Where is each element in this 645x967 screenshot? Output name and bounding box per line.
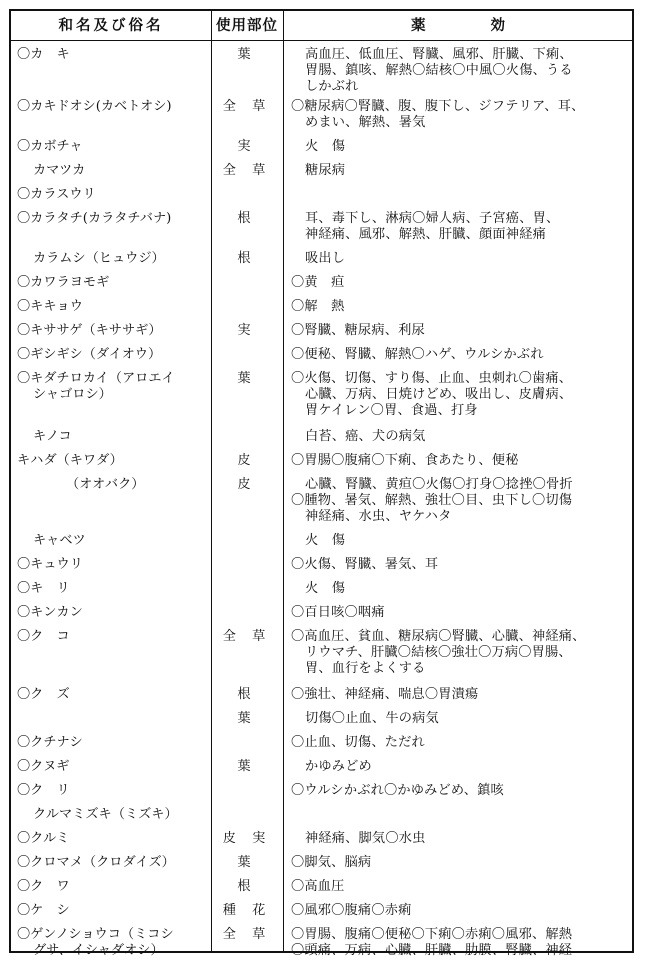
- effects: [291, 605, 631, 621]
- table-row: [11, 927, 632, 967]
- effect-line: 〇火傷、腎臓、暑気、耳: [291, 557, 439, 572]
- effects: [305, 533, 645, 549]
- plant-name: 〇クチナシ: [17, 735, 83, 750]
- effect-line: 〇糖尿病〇腎臓、腹、腹下し、ジフテリア、耳、: [291, 99, 585, 114]
- effects: [291, 453, 631, 469]
- header-effect-b: 効: [490, 17, 506, 34]
- plant-name: 〇カラタチ(カラタチバナ): [17, 211, 172, 226]
- effects: [291, 687, 631, 703]
- table-row: [11, 557, 632, 581]
- effects: [305, 47, 645, 95]
- effect-line: 神経痛、風邪、解熱、肝臓、顔面神経痛: [305, 227, 546, 242]
- effects: [305, 429, 645, 445]
- effect-line: 胃ケイレン〇胃、食過、打身: [305, 403, 478, 418]
- effect-line: 〇強壮、神経痛、喘息〇胃潰瘍: [291, 687, 479, 702]
- used-part: 葉: [237, 855, 257, 870]
- effects: [291, 855, 631, 871]
- effects: [291, 477, 631, 525]
- effect-line: 〇胃腸〇腹痛〇下痢、食あたり、便秘: [291, 453, 519, 468]
- table-row: [11, 323, 632, 347]
- effect-line: 切傷〇止血、牛の病気: [305, 711, 439, 726]
- table-row: [11, 903, 632, 927]
- effect-line: 〇脚気、脳病: [291, 855, 372, 870]
- plant-name: 〇キ リ: [17, 581, 70, 596]
- plant-name: [17, 927, 209, 959]
- effects: [305, 831, 645, 847]
- table-row: [11, 347, 632, 371]
- table-body: [11, 47, 632, 967]
- table-row: [11, 211, 632, 251]
- effect-line: リウマチ、肝臓〇結核〇強壮〇万病〇胃腸、: [305, 645, 572, 660]
- plant-name: 〇カボチャ: [17, 139, 83, 154]
- table-row: [11, 855, 632, 879]
- effects: [291, 903, 631, 919]
- effects: [291, 299, 631, 315]
- table-row: [11, 163, 632, 187]
- effects: [305, 211, 645, 243]
- used-part: 実: [237, 139, 257, 154]
- effect-line: 〇百日咳〇咽痛: [291, 605, 385, 620]
- effect-line: 糖尿病: [305, 163, 346, 178]
- used-part: 皮: [237, 477, 257, 492]
- table-row: [11, 807, 632, 831]
- used-part: 葉: [237, 47, 257, 62]
- plant-name: 〇キンカン: [17, 605, 83, 620]
- header-effect-a: 薬: [410, 17, 426, 34]
- effect-line: 耳、毒下し、淋病〇婦人病、子宮癌、胃、: [305, 211, 560, 226]
- effects: [291, 347, 631, 363]
- plant-name: カマツカ: [33, 163, 86, 178]
- effects: [291, 557, 631, 573]
- table-row: [11, 735, 632, 759]
- table-row: [11, 687, 632, 711]
- effect-line: 火 傷: [305, 581, 346, 596]
- used-part: 皮 実: [222, 831, 272, 846]
- effects: [291, 927, 631, 959]
- used-part: 葉: [237, 711, 257, 726]
- plant-name: キャベツ: [33, 533, 86, 548]
- effect-line: 神経痛、脚気〇水虫: [305, 831, 426, 846]
- used-part: 葉: [237, 759, 257, 774]
- effects: [291, 275, 631, 291]
- effects: [305, 251, 645, 267]
- table-row: [11, 99, 632, 139]
- header-divider: [11, 40, 632, 41]
- table-row: [11, 275, 632, 299]
- effects: [291, 371, 631, 419]
- plant-name: 〇クヌギ: [17, 759, 70, 774]
- effects: [291, 99, 631, 131]
- table-row: [11, 299, 632, 323]
- effect-line: 火 傷: [305, 139, 346, 154]
- table-row: [11, 879, 632, 903]
- effect-line: 高血圧、低血圧、腎臓、風邪、肝臓、下痢、: [305, 47, 573, 62]
- effect-line: 吸出し: [305, 251, 346, 266]
- effect-line: 〇便秘、腎臓、解熱〇ハゲ、ウルシかぶれ: [291, 347, 544, 362]
- header-part: 使用部位: [216, 17, 278, 34]
- effect-line: 〇ウルシかぶれ〇かゆみどめ、鎮咳: [291, 783, 504, 798]
- used-part: 根: [237, 879, 257, 894]
- table-row: [11, 429, 632, 453]
- used-part: 根: [237, 251, 257, 266]
- plant-name: 〇カ キ: [17, 47, 70, 62]
- plant-name: クルマミズキ（ミズキ）: [33, 807, 178, 822]
- effect-line: 〇高血圧: [291, 879, 345, 894]
- table-row: [11, 533, 632, 557]
- plant-name: 〇カラスウリ: [17, 187, 96, 202]
- table-row: [11, 629, 632, 687]
- used-part: 葉: [237, 371, 257, 386]
- used-part: 種 花: [222, 903, 272, 918]
- effects: [291, 735, 631, 751]
- plant-name: 〇ギシギシ（ダイオウ）: [17, 347, 162, 362]
- table-row: [11, 605, 632, 629]
- plant-name: 〇ク コ: [17, 629, 70, 644]
- effect-line: 白苔、癌、犬の病気: [305, 429, 426, 444]
- plant-name: 〇キュウリ: [17, 557, 83, 572]
- plant-name-line: 〇キダチロカイ（アロエイ: [17, 371, 175, 386]
- effects: [291, 323, 631, 339]
- effects: [291, 783, 631, 799]
- effect-line: 心臓、万病、日焼けどめ、吸出し、皮膚病、: [305, 387, 573, 402]
- effect-line: 〇黄 疸: [291, 275, 345, 290]
- used-part: 全 草: [222, 99, 272, 114]
- effect-line: 火 傷: [305, 533, 346, 548]
- effect-line: 胃腸、鎮咳、解熱〇結核〇中風〇火傷、うる: [305, 63, 573, 78]
- effects: [305, 759, 645, 775]
- effects: [291, 879, 631, 895]
- plant-name: 〇キササゲ（キササギ）: [17, 323, 162, 338]
- table-row: [11, 251, 632, 275]
- effects: [305, 163, 645, 179]
- effect-line: 〇腫物、暑気、解熱、強壮〇目、虫下し〇切傷: [291, 493, 573, 508]
- plant-name: キハダ（キワダ）: [17, 453, 123, 468]
- effect-line: めまい、解熱、暑気: [305, 115, 426, 130]
- effect-line: 心臓、腎臓、黄疸〇火傷〇打身〇捻挫〇骨折: [305, 477, 573, 492]
- effect-line: しかぶれ: [305, 79, 359, 94]
- plant-name: 〇カキドオシ(カベトオシ): [17, 99, 172, 114]
- plant-name: 〇キキョウ: [17, 299, 83, 314]
- effect-line: 〇解 熱: [291, 299, 345, 314]
- plant-name: [17, 371, 209, 403]
- header-effect: [283, 11, 633, 40]
- table-row: [11, 453, 632, 477]
- plant-name: 〇クルミ: [17, 831, 70, 846]
- effect-line: 〇止血、切傷、ただれ: [291, 735, 425, 750]
- table-row: [11, 711, 632, 735]
- used-part: 全 草: [222, 629, 272, 644]
- effect-line: 〇胃腸、腹痛〇便秘〇下痢〇赤痢〇風邪、解熱: [291, 927, 573, 942]
- plant-name-line: グサ、イシャダオシ）: [33, 943, 164, 958]
- table-row: [11, 187, 632, 211]
- effect-line: 胃、血行をよくする: [305, 661, 426, 676]
- plant-name: （オオバク）: [66, 477, 145, 492]
- effect-line: 〇頭痛、万病、心臓、肝臓、肋膜、腎臓、神経: [291, 943, 573, 958]
- effects: [291, 629, 631, 677]
- effect-line: かゆみどめ: [305, 759, 372, 774]
- plant-name: 〇ク ズ: [17, 687, 70, 702]
- table-row: [11, 371, 632, 429]
- used-part: 皮: [237, 453, 257, 468]
- effect-line: 〇風邪〇腹痛〇赤痢: [291, 903, 412, 918]
- plant-name: カラムシ（ヒュウジ）: [33, 251, 165, 266]
- plant-name-line: 〇ゲンノショウコ（ミコシ: [17, 927, 174, 942]
- plant-name: 〇ク ワ: [17, 879, 70, 894]
- plant-name: キノコ: [33, 429, 72, 444]
- header-name: 和名及び俗名: [58, 17, 164, 34]
- plant-name: 〇クロマメ（クロダイズ）: [17, 855, 175, 870]
- used-part: 全 草: [222, 163, 272, 178]
- used-part: 実: [237, 323, 257, 338]
- table-row: [11, 47, 632, 99]
- plant-name-line: シャゴロシ）: [33, 387, 112, 402]
- effects: [305, 581, 645, 597]
- remedy-table: [9, 9, 634, 958]
- table-row: [11, 581, 632, 605]
- table-row: [11, 783, 632, 807]
- plant-name: 〇カワラヨモギ: [17, 275, 110, 290]
- table-row: [11, 139, 632, 163]
- table-row: [11, 759, 632, 783]
- table-row: [11, 831, 632, 855]
- effect-line: 〇高血圧、貧血、糖尿病〇腎臓、心臓、神経痛、: [291, 629, 586, 644]
- used-part: 全 草: [222, 927, 272, 942]
- used-part: 根: [237, 211, 257, 226]
- plant-name: 〇ケ シ: [17, 903, 70, 918]
- effect-line: 神経痛、水虫、ヤケハタ: [305, 509, 452, 524]
- effect-line: 〇火傷、切傷、すり傷、止血、虫刺れ〇歯痛、: [291, 371, 573, 386]
- plant-name: 〇ク リ: [17, 783, 70, 798]
- effects: [305, 711, 645, 727]
- used-part: 根: [237, 687, 257, 702]
- table-row: [11, 477, 632, 533]
- effects: [305, 139, 645, 155]
- effect-line: 〇腎臓、糖尿病、利尿: [291, 323, 425, 338]
